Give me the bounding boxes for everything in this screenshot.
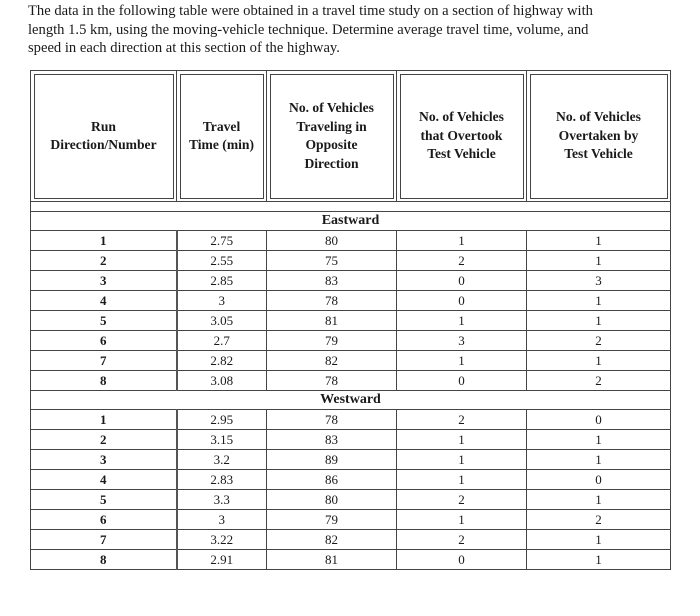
section-header-row xyxy=(31,391,671,410)
run-number-cell: 8 xyxy=(31,371,177,391)
opposite-vehicles-cell: 82 xyxy=(267,351,397,371)
table-row xyxy=(31,550,671,570)
travel-time-cell: 2.75 xyxy=(177,231,267,251)
travel-time-cell: 2.83 xyxy=(177,470,267,490)
overtaken-cell: 1 xyxy=(527,231,671,251)
travel-time-cell: 3.05 xyxy=(177,311,267,331)
overtaken-cell: 3 xyxy=(527,271,671,291)
header-opposite-line: Traveling in xyxy=(296,118,367,134)
run-number-cell: 1 xyxy=(31,410,177,430)
opposite-vehicles-cell: 75 xyxy=(267,251,397,271)
overtaken-cell: 1 xyxy=(527,351,671,371)
header-time-line: Time (min) xyxy=(188,137,255,152)
travel-time-cell: 2.55 xyxy=(177,251,267,271)
travel-time-cell: 3 xyxy=(177,510,267,530)
header-overtaken-line: Test Vehicle xyxy=(564,146,633,162)
travel-time-cell: 3.3 xyxy=(177,490,267,510)
overtaken-cell: 1 xyxy=(527,430,671,450)
overtook-cell: 2 xyxy=(397,530,527,550)
table-row xyxy=(31,470,671,490)
header-run-line: Direction/Number xyxy=(50,137,157,152)
header-overtaken-line: Overtaken by xyxy=(558,127,639,143)
header-overtook-line: No. of Vehicles xyxy=(419,109,504,125)
opposite-vehicles-cell: 83 xyxy=(267,271,397,291)
opposite-vehicles-cell: 86 xyxy=(267,470,397,490)
opposite-vehicles-cell: 81 xyxy=(267,311,397,331)
table-row xyxy=(31,331,671,351)
table-row xyxy=(31,291,671,311)
overtaken-cell: 1 xyxy=(527,550,671,570)
table-row xyxy=(31,510,671,530)
overtook-cell: 0 xyxy=(397,291,527,311)
table-row xyxy=(31,351,671,371)
opposite-vehicles-cell: 83 xyxy=(267,430,397,450)
run-number-cell: 4 xyxy=(31,470,177,490)
overtaken-cell: 0 xyxy=(527,410,671,430)
run-number-cell: 7 xyxy=(31,351,177,371)
overtook-cell: 1 xyxy=(397,450,527,470)
header-run-line: Run xyxy=(91,118,116,134)
travel-time-cell: 3 xyxy=(177,291,267,311)
run-number-cell: 8 xyxy=(31,550,177,570)
travel-time-cell: 2.91 xyxy=(177,550,267,570)
overtaken-cell: 2 xyxy=(527,371,671,391)
table-row xyxy=(31,490,671,510)
section-header-row xyxy=(31,212,671,231)
overtaken-cell: 2 xyxy=(527,510,671,530)
problem-line-1: The data in the following table were obtained in a travel time study on a section of highway with xyxy=(28,3,593,19)
opposite-vehicles-cell: 79 xyxy=(267,510,397,530)
table-row xyxy=(31,271,671,291)
table-row xyxy=(31,231,671,251)
problem-line-2: length 1.5 km, using the moving-vehicle technique. Determine average travel time, volume, and xyxy=(28,21,589,38)
travel-time-cell: 3.22 xyxy=(177,530,267,550)
header-overtook-line: Test Vehicle xyxy=(427,146,496,162)
table-row xyxy=(31,430,671,450)
travel-time-cell: 3.15 xyxy=(177,430,267,450)
overtook-cell: 0 xyxy=(397,550,527,570)
overtaken-cell: 1 xyxy=(527,490,671,510)
overtook-cell: 1 xyxy=(397,231,527,251)
table-row xyxy=(31,251,671,271)
travel-time-table xyxy=(30,70,671,570)
overtook-cell: 2 xyxy=(397,410,527,430)
opposite-vehicles-cell: 80 xyxy=(267,231,397,251)
overtook-cell: 0 xyxy=(397,371,527,391)
opposite-vehicles-cell: 78 xyxy=(267,371,397,391)
run-number-cell: 7 xyxy=(31,530,177,550)
run-number-cell: 2 xyxy=(31,251,177,271)
header-overtook xyxy=(397,71,527,202)
header-travel-time xyxy=(177,71,267,202)
run-number-cell: 3 xyxy=(31,271,177,291)
overtook-cell: 1 xyxy=(397,470,527,490)
run-number-cell: 6 xyxy=(31,331,177,351)
header-overtook-line: that Overtook xyxy=(420,127,503,143)
run-number-cell: 3 xyxy=(31,450,177,470)
table-row xyxy=(31,410,671,430)
overtaken-cell: 2 xyxy=(527,331,671,351)
overtaken-cell: 0 xyxy=(527,470,671,490)
table-row xyxy=(31,530,671,550)
opposite-vehicles-cell: 78 xyxy=(267,291,397,311)
section-title: Westward xyxy=(31,391,671,410)
overtook-cell: 2 xyxy=(397,490,527,510)
travel-time-cell: 2.95 xyxy=(177,410,267,430)
overtook-cell: 1 xyxy=(397,311,527,331)
section-spacer xyxy=(31,202,671,212)
table-body xyxy=(31,202,671,570)
overtaken-cell: 1 xyxy=(527,291,671,311)
table-row xyxy=(31,450,671,470)
overtaken-cell: 1 xyxy=(527,311,671,331)
overtook-cell: 3 xyxy=(397,331,527,351)
overtook-cell: 1 xyxy=(397,351,527,371)
overtook-cell: 0 xyxy=(397,271,527,291)
run-number-cell: 4 xyxy=(31,291,177,311)
problem-line-3: speed in each direction at this section of the highway. xyxy=(28,40,340,56)
header-overtaken-line: No. of Vehicles xyxy=(556,109,641,125)
opposite-vehicles-cell: 81 xyxy=(267,550,397,570)
overtook-cell: 2 xyxy=(397,251,527,271)
overtaken-cell: 1 xyxy=(527,450,671,470)
opposite-vehicles-cell: 82 xyxy=(267,530,397,550)
header-overtaken xyxy=(527,71,671,202)
run-number-cell: 6 xyxy=(31,510,177,530)
table-row xyxy=(31,371,671,391)
travel-time-cell: 3.08 xyxy=(177,371,267,391)
opposite-vehicles-cell: 79 xyxy=(267,331,397,351)
run-number-cell: 5 xyxy=(31,490,177,510)
header-time-line: Travel xyxy=(202,118,241,134)
run-number-cell: 2 xyxy=(31,430,177,450)
header-row xyxy=(31,71,671,202)
travel-time-cell: 2.82 xyxy=(177,351,267,371)
run-number-cell: 5 xyxy=(31,311,177,331)
header-opposite-line: No. of Vehicles xyxy=(289,100,374,115)
section-spacer-cell xyxy=(31,202,671,212)
problem-statement xyxy=(28,2,678,58)
overtaken-cell: 1 xyxy=(527,251,671,271)
header-opposite-direction xyxy=(267,71,397,202)
travel-time-cell: 2.85 xyxy=(177,271,267,291)
opposite-vehicles-cell: 80 xyxy=(267,490,397,510)
opposite-vehicles-cell: 89 xyxy=(267,450,397,470)
opposite-vehicles-cell: 78 xyxy=(267,410,397,430)
overtaken-cell: 1 xyxy=(527,530,671,550)
header-run xyxy=(31,71,177,202)
overtook-cell: 1 xyxy=(397,430,527,450)
run-number-cell: 1 xyxy=(31,231,177,251)
overtook-cell: 1 xyxy=(397,510,527,530)
section-title: Eastward xyxy=(31,212,671,231)
header-opposite-line: Direction xyxy=(304,155,359,171)
table-row xyxy=(31,311,671,331)
header-opposite-line: Opposite xyxy=(305,137,358,152)
travel-time-cell: 3.2 xyxy=(177,450,267,470)
travel-time-cell: 2.7 xyxy=(177,331,267,351)
